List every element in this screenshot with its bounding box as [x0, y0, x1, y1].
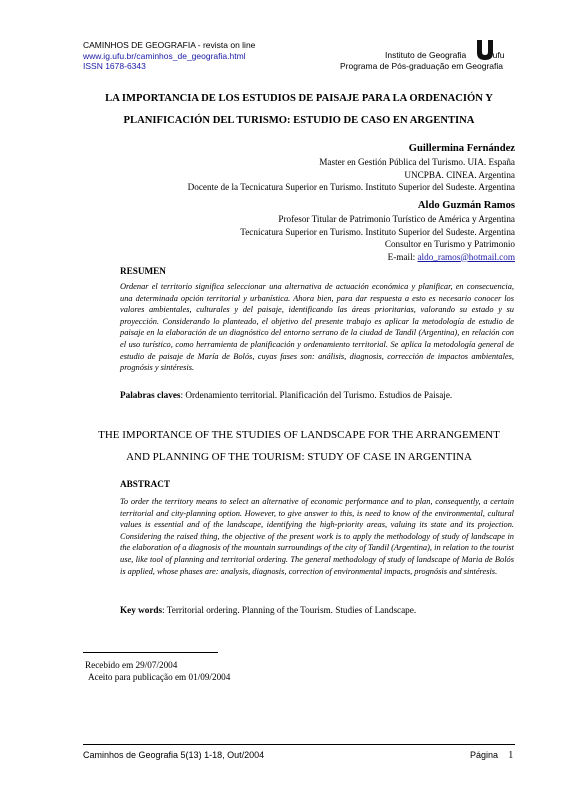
author-block-2	[95, 200, 515, 263]
page-label: Página	[470, 750, 499, 760]
footer-divider	[83, 744, 515, 745]
keywords-label: Key words	[120, 605, 163, 615]
logo-suffix: ufu	[492, 50, 505, 60]
journal-header	[83, 40, 255, 72]
title-english-line2: AND PLANNING OF THE TOURISM: STUDY OF CASE IN ARGENTINA	[126, 451, 472, 463]
keywords-label: Palabras claves	[120, 390, 181, 400]
title-spanish	[83, 88, 515, 132]
resumen-text: Ordenar el territorio significa seleccionar una alternativa de actuación económica y planificar, en consecuencia, una determinada opción territorial y urbanística. Ahora bien, para dar respuesta a esto es necesario conocer los valores ambientales, culturales y del paisaje, identificando las áreas prioritarias, valorando su estado y su proyección. Considerando lo planteado, el objetivo del presente trabajo es aplicar la metodología de estudio de paisaje en la elaboración de un diagnóstico del entorno serrano de la ciudad de Tandil (Argentina), en relación con el uso turístico, como herramienta de planificación y ordenamiento territorial. Se aplica la metodología general de estudio de paisaje de María de Bolós, cuyas fases son: análisis, diagnosis, corrección de impactos ambientales, prognósis y sintéresis.	[120, 282, 514, 373]
publication-dates	[85, 659, 230, 683]
received-date: Recebido em 29/07/2004	[85, 660, 178, 670]
author-block-1	[95, 143, 515, 194]
page-number	[470, 750, 513, 761]
program-name: Programa de Pós-graduação em Geografia	[340, 60, 504, 71]
accepted-date: Aceito para publicação em 01/09/2004	[88, 672, 231, 682]
author-name: Aldo Guzmán Ramos	[417, 200, 515, 211]
institute-name: Instituto de Geografia	[385, 50, 467, 60]
author-affiliation: Master en Gestión Pública del Turismo. UIA. España	[319, 157, 515, 167]
institute-header	[340, 50, 510, 71]
author-affiliation: Tecnicatura Superior en Turismo. Instituto Superior del Sudeste. Argentina	[240, 226, 515, 237]
author-name: Guillermina Fernández	[408, 143, 515, 154]
title-spanish-line2: PLANIFICACIÓN DEL TURISMO: ESTUDIO DE CASO EN ARGENTINA	[123, 115, 475, 126]
keywords-text: : Ordenamiento territorial. Planificación del Turismo. Estudios de Paisaje.	[180, 390, 453, 400]
journal-name: CAMINHOS DE GEOGRAFIA - revista on line	[83, 40, 256, 50]
email-label: E-mail:	[387, 251, 418, 262]
title-english-line1: THE IMPORTANCE OF THE STUDIES OF LANDSCAPE FOR THE ARRANGEMENT	[98, 429, 500, 441]
abstract-text: To order the territory means to select an alternative of economic performance and to plan, consequently, a certain territorial and city-planning option. However, to give answer to this, is need to know of the environmental, cultural values is essential and of the landscape, identifying the high-priority areas, valuing its state and its projection. Considering the raised thing, the objective of the present work is to apply the methodology of study of landscape in the elaboration of a diagnosis of the mountain surroundings of the city of Tandil (Argentina), in relation to the tourist use, like tool of planning and territorial ordering. The general methodology of study of landscape of Maria de Bolós is applied, whose phases are: analysis, diagnosis, correction of environmental impacts, prognósis and sintéresis.	[120, 497, 514, 576]
author-affiliation: Docente de la Tecnicatura Superior en Turismo. Instituto Superior del Sudeste. Argentina	[187, 182, 515, 192]
page-number-value: 1	[508, 750, 514, 761]
journal-url-link[interactable]: www.ig.ufu.br/caminhos_de_geografia.html	[83, 50, 246, 61]
keywords-text: : Territorial ordering. Planning of the Tourism. Studies of Landscape.	[162, 605, 417, 615]
footer-citation: Caminhos de Geografia 5(13) 1-18, Out/2004	[83, 750, 265, 760]
title-spanish-line1: LA IMPORTANCIA DE LOS ESTUDIOS DE PAISAJE PARA LA ORDENACIÓN Y	[105, 93, 493, 104]
abstract-heading: ABSTRACT	[120, 479, 171, 489]
abstract-keywords	[120, 605, 416, 615]
author-affiliation: UNCPBA. CINEA. Argentina	[404, 169, 515, 180]
resumen-heading: RESUMEN	[120, 266, 166, 276]
author-affiliation: Profesor Titular de Patrimonio Turístico de América y Argentina	[278, 214, 515, 224]
author-affiliation: Consultor en Turismo y Patrimonio	[384, 239, 515, 249]
footnote-divider	[83, 652, 218, 653]
journal-issn: ISSN 1678-6343	[83, 61, 146, 71]
title-english	[83, 424, 515, 468]
author-email-link[interactable]: aldo_ramos@hotmail.com	[417, 251, 515, 262]
resumen-keywords	[120, 390, 452, 400]
